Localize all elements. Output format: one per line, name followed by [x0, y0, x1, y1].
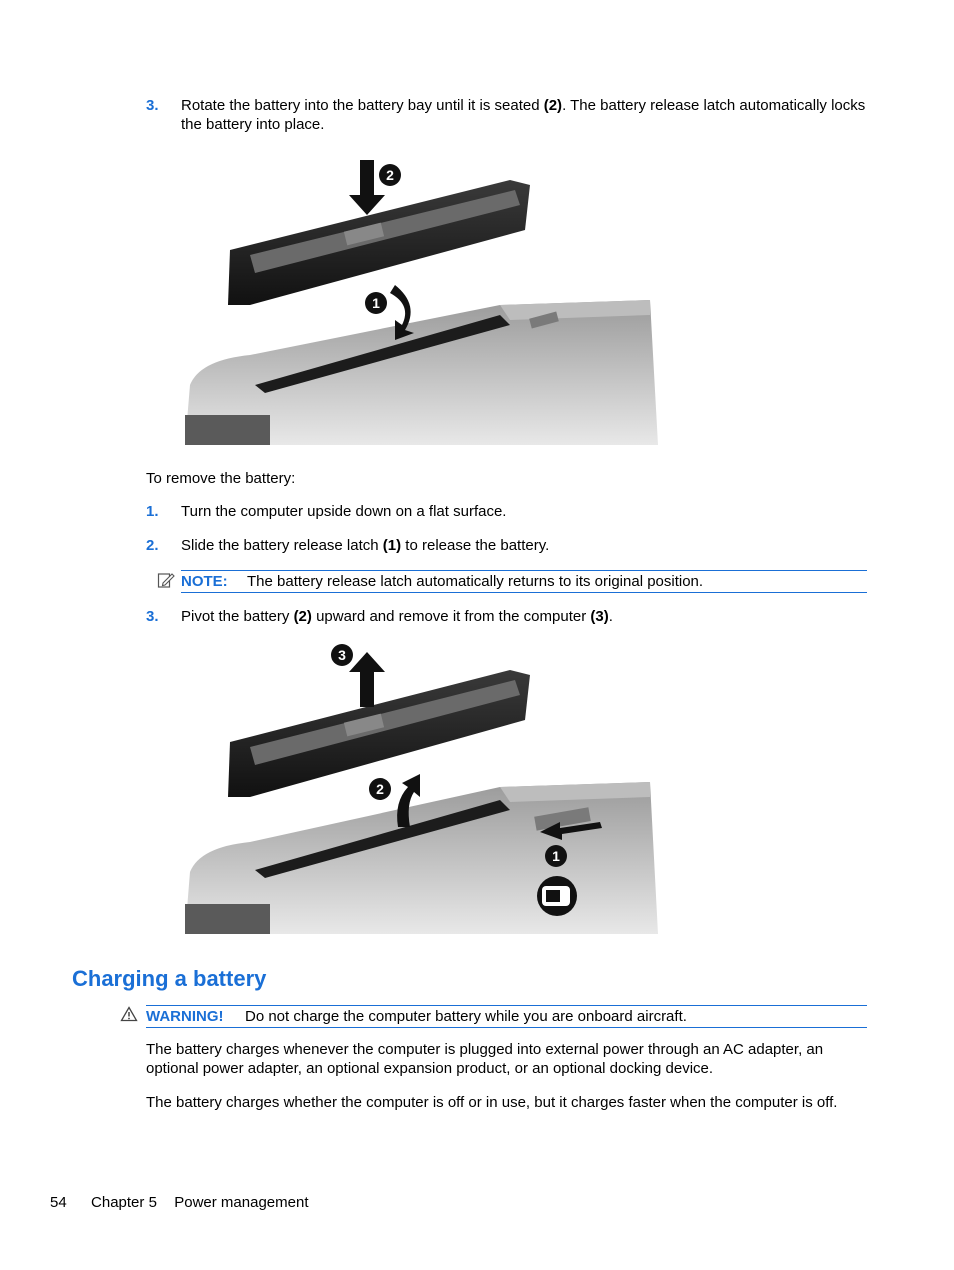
- footer-title: Power management: [174, 1194, 309, 1211]
- note-box: [181, 570, 867, 593]
- step-number: 2.: [146, 537, 159, 554]
- step-number: 3.: [146, 97, 159, 114]
- note-text: The battery release latch automatically returns to its original position.: [247, 573, 704, 590]
- remove-intro: To remove the battery:: [146, 470, 296, 487]
- warning-box: [146, 1005, 867, 1028]
- step-number: 3.: [146, 608, 159, 625]
- paragraph-2: The battery charges whether the computer is off or in use, but it charges faster when the computer is off.: [146, 1094, 838, 1111]
- svg-text:2: 2: [386, 167, 394, 183]
- svg-text:1: 1: [552, 848, 560, 864]
- note-label: NOTE:: [181, 573, 228, 590]
- page-footer: [50, 1193, 309, 1212]
- step-text: Rotate the battery into the battery bay until it is seated (2). The battery release latch automatically locks the battery into place.: [181, 97, 866, 133]
- warning-triangle-icon: [120, 1006, 138, 1022]
- step-number: 1.: [146, 503, 159, 520]
- svg-text:3: 3: [338, 647, 346, 663]
- warning-label: WARNING!: [146, 1008, 224, 1025]
- section-heading: Charging a battery: [72, 966, 267, 991]
- page-number: 54: [50, 1194, 67, 1211]
- step-text: Slide the battery release latch (1) to release the battery.: [181, 537, 550, 554]
- battery-remove-figure: [180, 642, 660, 937]
- paragraph-1: The battery charges whenever the computer is plugged into external power through an AC adapter, an optional power adapter, an optional expansion product, or an optional docking device.: [146, 1041, 824, 1077]
- svg-text:2: 2: [376, 781, 384, 797]
- svg-text:1: 1: [372, 295, 380, 311]
- battery-insert-figure: [180, 155, 660, 447]
- note-icon: [157, 571, 175, 589]
- warning-text: Do not charge the computer battery while you are onboard aircraft.: [245, 1008, 687, 1025]
- step-text: Pivot the battery (2) upward and remove it from the computer (3).: [181, 608, 613, 625]
- footer-chapter: Chapter 5: [91, 1194, 157, 1211]
- step-text: Turn the computer upside down on a flat surface.: [181, 503, 507, 520]
